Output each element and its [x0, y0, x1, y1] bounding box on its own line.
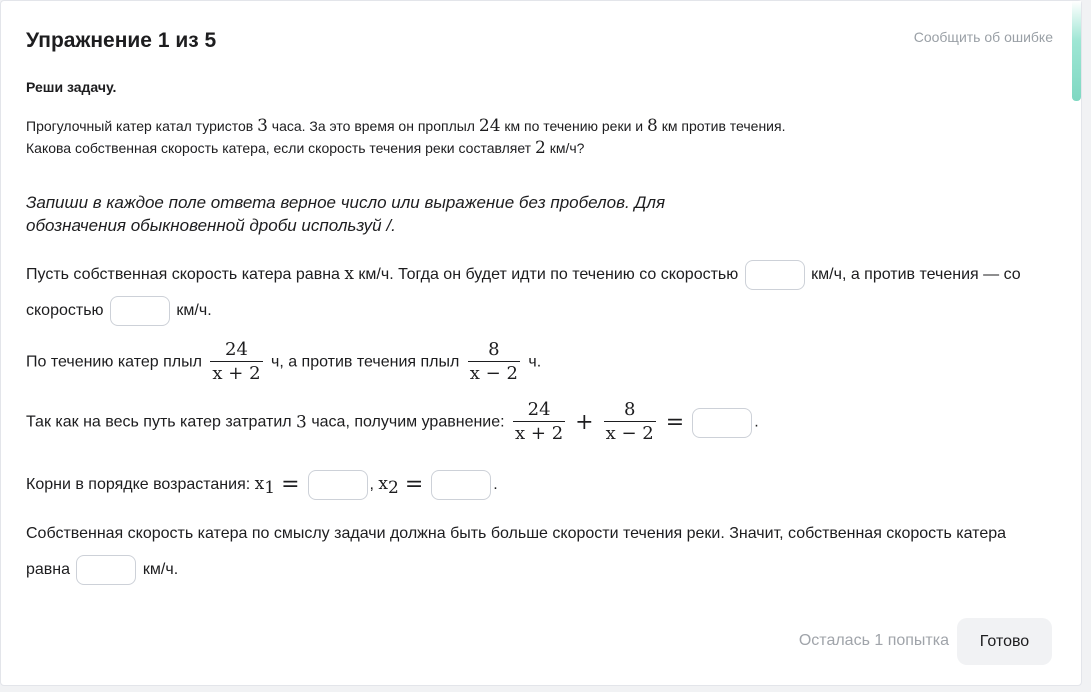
- equation-rhs-input[interactable]: [692, 408, 752, 438]
- root-x2-input[interactable]: [431, 470, 491, 500]
- fraction-upstream-time: $\frac{8}{x - 2}$: [469, 339, 518, 384]
- root-x1-input[interactable]: [308, 470, 368, 500]
- fraction-downstream-time: $\frac{24}{x + 2}$: [212, 339, 261, 384]
- step-times: По течению катер плыл $\frac{24}{x + 2}$ ч, а против течения плыл $\frac{8}{x - 2}$ ч.: [26, 339, 542, 384]
- fraction-eq-1: $\frac{24}{x + 2}$: [515, 399, 564, 444]
- answer-hint: Запиши в каждое поле ответа верное число или выражение без пробелов. Для обозначения обыкновенной дроби используй /.: [26, 193, 666, 235]
- final-speed-input[interactable]: [76, 555, 136, 585]
- attempts-left: Осталась 1 попытка: [798, 632, 949, 649]
- step-equation: Так как на весь путь катер затратил 3 часа, получим уравнение: $\frac{24}{x + 2}$ + $\frac{8}{x - 2}$ = .: [26, 399, 759, 444]
- fraction-eq-2: $\frac{8}{x - 2}$: [605, 399, 654, 444]
- step-speeds: Пусть собственная скорость катера равна x км/ч. Тогда он будет идти по течению со скоростью км/ч, а против течения — со скоростью км/ч.: [26, 256, 1051, 329]
- task-instruction: Реши задачу.: [26, 79, 117, 95]
- step-conclusion: Собственная скорость катера по смыслу задачи должна быть больше скорости течения реки. Значит, собственная скорость катера равна км/ч.: [26, 516, 1051, 588]
- report-error-link[interactable]: Сообщить об ошибке: [913, 29, 1053, 45]
- upstream-speed-input[interactable]: [110, 296, 170, 326]
- problem-text: Прогулочный катер катал туристов 3 часа. За это время он проплыл 24 км по течению реки и 8 км против течения. Какова собственная скорость катера, если скорость течения реки составляет 2 км/ч?: [26, 116, 786, 158]
- page-title: Упражнение 1 из 5: [26, 29, 217, 52]
- submit-button[interactable]: Готово: [957, 618, 1052, 665]
- scrollbar[interactable]: [1072, 1, 1081, 101]
- downstream-speed-input[interactable]: [745, 260, 805, 290]
- step-roots: Корни в порядке возрастания: $x_1$ = , $x_2$ = .: [26, 471, 498, 499]
